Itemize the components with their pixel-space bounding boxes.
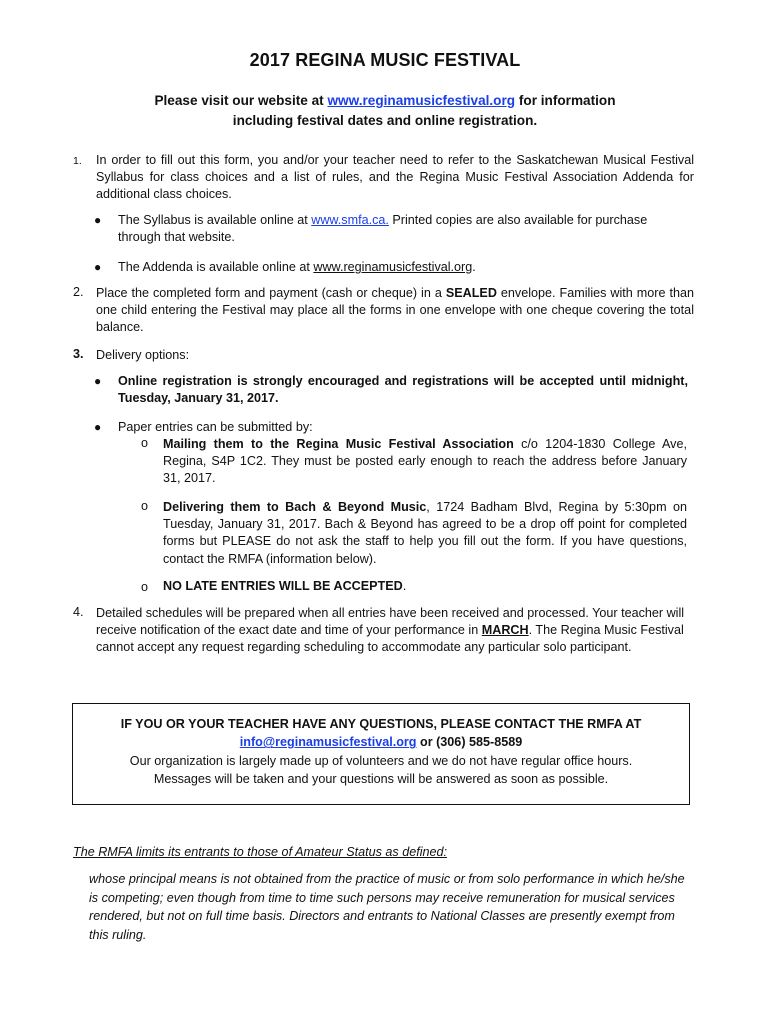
item-1-text: In order to fill out this form, you and/or your teacher need to refer to the Saskatchewan Musical Festival Syllabus for class choices and a list of rules, and the Regina Music Festival Association Addenda for additional class choices. [96, 153, 694, 202]
intro-text-after: for information [515, 93, 616, 108]
item-2-text-after: envelope. Families with more than one child entering the Festival may place all the forms in one envelope with one cheque covering the total balance. [96, 286, 694, 335]
contact-volunteer-note: Our organization is largely made up of volunteers and we do not have regular office hours. [129, 753, 633, 768]
late-entries-notice [163, 578, 687, 595]
circle-bullet-icon: o [141, 499, 149, 513]
item-4-text-after: . The Regina Music Festival cannot accept any request regarding scheduling to accommodate any particular solo participant. [96, 623, 684, 655]
delivering-option [163, 499, 687, 568]
addenda-text-before: The Addenda is available online at [118, 260, 314, 274]
syllabus-text-before: The Syllabus is available online at [118, 213, 312, 227]
online-registration-note: Online registration is strongly encouraged and registrations will be accepted until midnight, Tuesday, January 31, 2017. [118, 374, 688, 406]
item-4-text [96, 605, 694, 657]
item-4-number: 4. [73, 605, 84, 619]
syllabus-bullet [118, 212, 688, 246]
delivering-option-bold: Delivering them to Bach & Beyond Music [163, 500, 427, 514]
item-4-text-before: Detailed schedules will be prepared when all entries have been received and processed. Your teacher will receive notification of the exact date and time of your performance in [96, 606, 685, 638]
addenda-text-after: . [472, 260, 476, 274]
mailing-option-bold: Mailing them to the Regina Music Festival Association [163, 437, 514, 451]
march-emphasis: MARCH [481, 623, 529, 638]
intro-text-before: Please visit our website at [154, 93, 328, 108]
contact-email-link[interactable]: info@reginamusicfestival.org [239, 735, 417, 750]
contact-box [72, 703, 690, 805]
late-entries-bold: NO LATE ENTRIES WILL BE ACCEPTED [163, 579, 403, 593]
mailing-option [163, 436, 687, 488]
bullet-icon: ● [94, 374, 102, 388]
contact-messages-note: Messages will be taken and your questions will be answered as soon as possible. [153, 772, 609, 787]
contact-heading: IF YOU OR YOUR TEACHER HAVE ANY QUESTIONS, PLEASE CONTACT THE RMFA AT [120, 717, 642, 731]
bullet-icon: ● [94, 260, 102, 274]
addenda-bullet [118, 259, 688, 276]
bullet-icon: ● [94, 420, 102, 434]
item-3-number: 3. [73, 347, 84, 361]
circle-bullet-icon: o [141, 580, 149, 594]
item-1-number: 1. [73, 155, 82, 167]
smfa-link[interactable]: www.smfa.ca. [311, 213, 389, 227]
item-2-text [96, 285, 694, 337]
page-title: 2017 REGINA MUSIC FESTIVAL [249, 50, 521, 70]
contact-line [73, 733, 689, 751]
circle-bullet-icon: o [141, 436, 149, 450]
delivering-option-text: , 1724 Badham Blvd, Regina by 5:30pm on Tuesday, January 31, 2017. Bach & Beyond has agreed to be a drop off point for completed forms but PLEASE do not ask the staff to help you fill out the form. If you have questions, contact the RMFA (information below). [163, 500, 688, 566]
intro-line-2: including festival dates and online registration. [232, 113, 538, 128]
item-2-number: 2. [73, 285, 84, 299]
late-entries-after: . [402, 579, 407, 593]
mailing-option-text: c/o 1204-1830 College Ave, Regina, S4P 1C2. They must be posted early enough to reach the address before January 31, 2017. [163, 437, 687, 486]
addenda-link[interactable]: www.reginamusicfestival.org [313, 260, 473, 274]
intro-notice [0, 91, 770, 131]
delivery-options-label: Delivery options: [96, 348, 190, 362]
amateur-status-title: The RMFA limits its entrants to those of Amateur Status as defined: [73, 845, 448, 859]
item-2-text-before: Place the completed form and payment (cash or cheque) in a [96, 286, 446, 300]
bullet-icon: ● [94, 213, 102, 227]
website-link[interactable]: www.reginamusicfestival.org [327, 93, 516, 108]
sealed-emphasis: SEALED [445, 286, 497, 300]
contact-phone: or (306) 585-8589 [416, 735, 523, 750]
amateur-status-definition: whose principal means is not obtained from the practice of music or from solo performance in which he/she is competing; even though from time to time such persons may receive remuneration for musical services rendered, but not on full time basis. Directors and entrants to National Classes are presently exempt from this ruling. [89, 872, 685, 942]
paper-entries-label: Paper entries can be submitted by: [118, 420, 313, 434]
syllabus-text-after: Printed copies are also available for purchase through that website. [118, 213, 648, 245]
